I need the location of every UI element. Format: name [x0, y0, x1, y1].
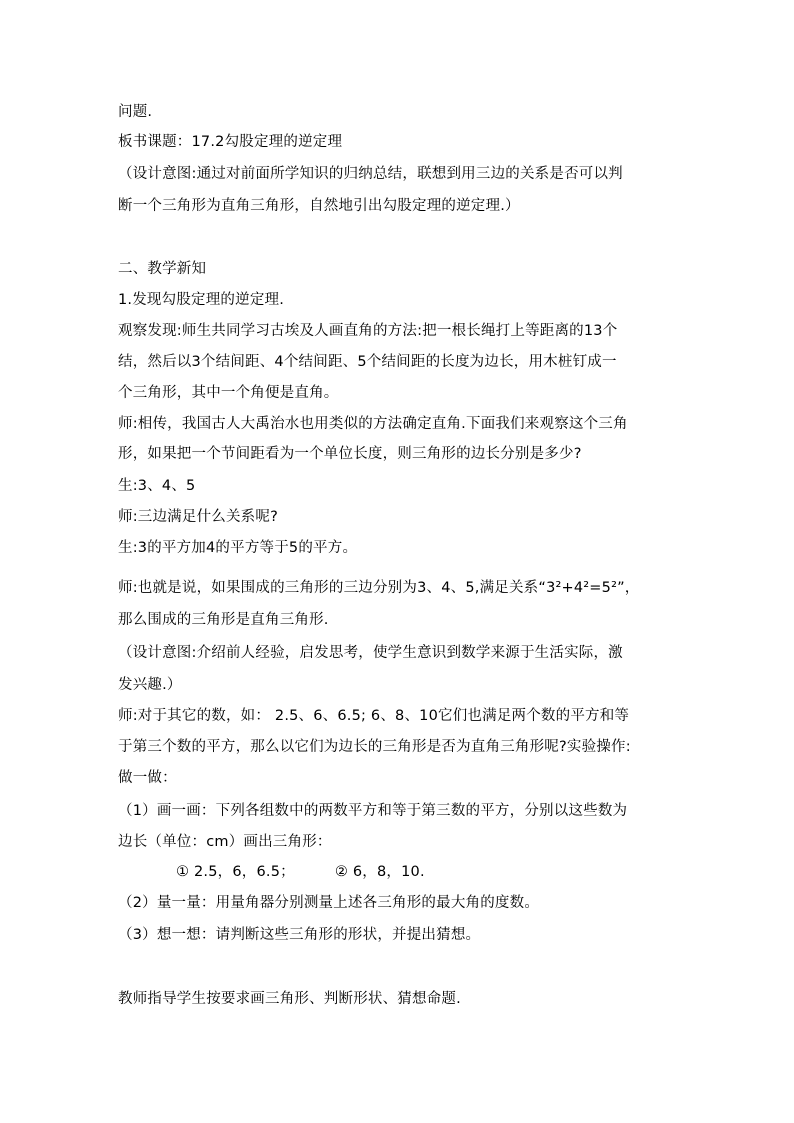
text-line: 生:3的平方加4的平方等于5的平方。: [118, 540, 358, 556]
text-line: 那么围成的三角形是直角三角形.: [118, 612, 329, 628]
text-line: 做一做：: [118, 770, 177, 786]
text-line: 发兴趣.）: [118, 677, 182, 693]
exercise-item-2: ② 6，8，10.: [334, 864, 425, 880]
text-line: 生:3、4、5: [118, 478, 196, 494]
text-line: 师:对于其它的数，如： 2.5、6、6.5; 6、8、10它们也满足两个数的平方和等: [118, 708, 630, 724]
text-line: 个三角形，其中一个角便是直角。: [118, 385, 339, 401]
text-line: 问题.: [118, 104, 153, 120]
text-line: （设计意图:介绍前人经验，启发思考，使学生意识到数学来源于生活实际，激: [118, 645, 623, 661]
section-heading: 二、教学新知: [118, 261, 207, 277]
text-line: 形，如果把一个节间距看为一个单位长度，则三角形的边长分别是多少?: [118, 446, 582, 462]
text-line: （2）量一量：用量角器分别测量上述各三角形的最大角的度数。: [118, 895, 540, 911]
text-line: 师:三边满足什么关系呢?: [118, 509, 278, 525]
text-line: 边长（单位：cm）画出三角形：: [118, 834, 332, 850]
text-line: 教师指导学生按要求画三角形、判断形状、猜想命题.: [118, 991, 461, 1007]
text-line: 结，然后以3个结间距、4个结间距、5个结间距的长度为边长，用木桩钉成一: [118, 354, 617, 370]
text-line: 观察发现:师生共同学习古埃及人画直角的方法:把一根长绳打上等距离的13个: [118, 323, 618, 339]
exercise-item-1: ① 2.5，6，6.5；: [176, 864, 295, 880]
text-line: 断一个三角形为直角三角形，自然地引出勾股定理的逆定理.）: [118, 198, 520, 214]
text-line: 于第三个数的平方，那么以它们为边长的三角形是否为直角三角形呢?实验操作:: [118, 739, 631, 755]
text-line: 板书课题：17.2勾股定理的逆定理: [118, 134, 343, 150]
text-line: （3）想一想：请判断这些三角形的形状，并提出猜想。: [118, 927, 481, 943]
text-line: （1）画一画：下列各组数中的两数平方和等于第三数的平方，分别以这些数为: [118, 803, 628, 819]
subsection-heading: 1.发现勾股定理的逆定理.: [118, 292, 285, 308]
text-line: （设计意图:通过对前面所学知识的归纳总结，联想到用三边的关系是否可以判: [118, 166, 623, 182]
text-line: 师:也就是说，如果围成的三角形的三边分别为3、4、5,满足关系“3²+4²=5²”，: [118, 580, 640, 596]
exercise-items: [176, 862, 425, 882]
text-line: 师:相传，我国古人大禹治水也用类似的方法确定直角.下面我们来观察这个三角: [118, 416, 628, 432]
